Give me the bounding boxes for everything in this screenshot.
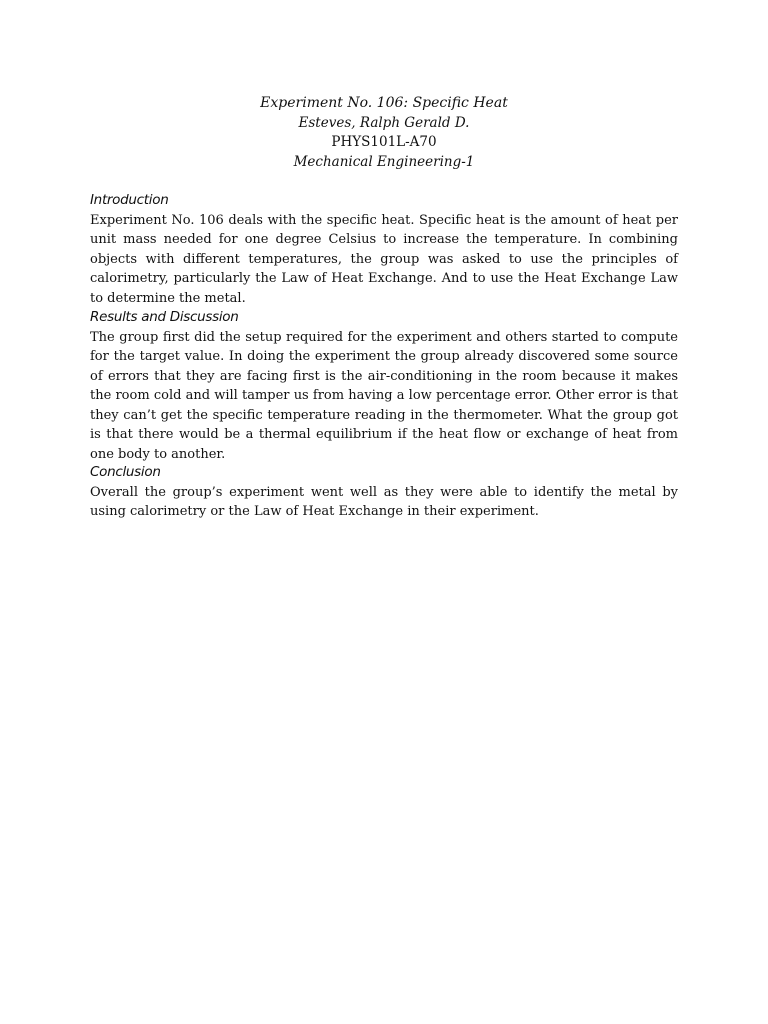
course-code: PHYS101L-A70 bbox=[331, 134, 437, 150]
conclusion-heading: Conclusion bbox=[90, 464, 161, 480]
document-header bbox=[90, 94, 678, 172]
program-name: Mechanical Engineering-1 bbox=[293, 153, 475, 170]
introduction-section bbox=[90, 191, 678, 308]
introduction-heading: Introduction bbox=[90, 192, 169, 208]
results-heading: Results and Discussion bbox=[90, 309, 239, 325]
author-name: Esteves, Ralph Gerald D. bbox=[298, 114, 470, 131]
introduction-paragraph: Experiment No. 106 deals with the specific heat. Specific heat is the amount of heat per unit mass needed for one degree Celsius to increase the temperature. In combining objects with different temperatures, the group was asked to use the principles of calorimetry, particularly the Law of Heat Exchange. And to use the Heat Exchange Law to determine the metal. bbox=[90, 212, 678, 306]
conclusion-section bbox=[90, 463, 678, 522]
results-section bbox=[90, 308, 678, 464]
conclusion-paragraph: Overall the group’s experiment went well as they were able to identify the metal by using calorimetry or the Law of Heat Exchange in their experiment. bbox=[90, 484, 678, 519]
document-title: Experiment No. 106: Specific Heat bbox=[260, 95, 508, 111]
results-paragraph: The group first did the setup required for the experiment and others started to compute for the target value. In doing the experiment the group already discovered some source of errors that they are facing first is the air-conditioning in the room because it makes the room cold and will tamper us from having a low percentage error. Other error is that they can’t get the specific temperature reading in the thermometer. What the group got is that there would be a thermal equilibrium if the heat flow or exchange of heat from one body to another. bbox=[90, 329, 678, 462]
